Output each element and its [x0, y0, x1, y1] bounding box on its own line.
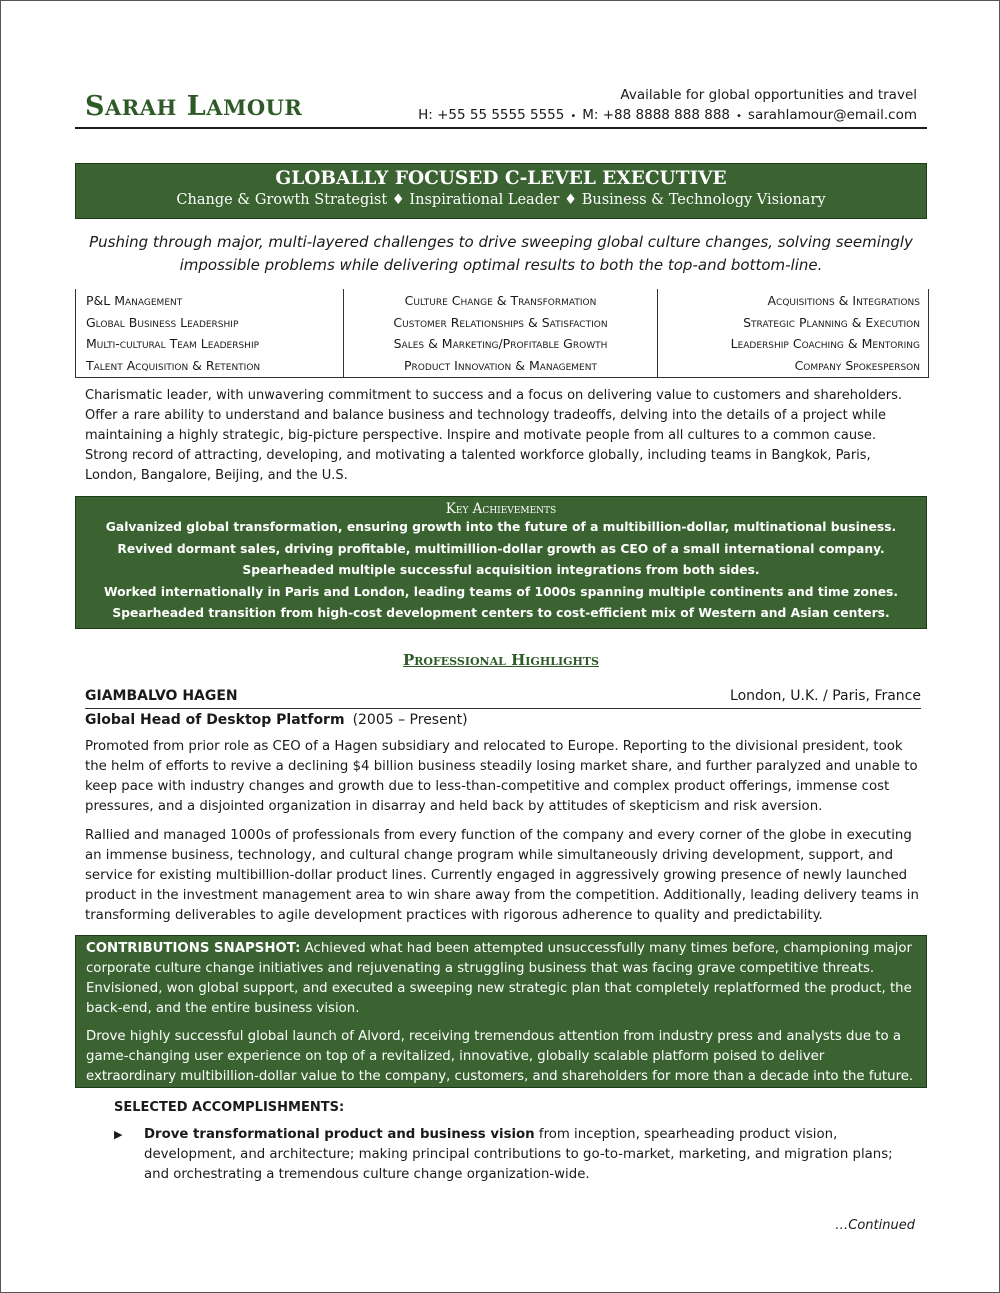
section-heading: Professional Highlights	[402, 651, 600, 669]
job-paragraph: Promoted from prior role as CEO of a Hagen subsidiary and relocated to Europe. Reporting to the divisional president, took the helm of efforts to revive a declining $4 billion business steadily losing market share, and further paralyzed and unable to keep pace with industry changes and growth due to less-than-competitive and complex product offerings, immense cost pressures, and a disjointed organization in disarray and held back by attitudes of skepticism and risk aversion.	[85, 739, 918, 814]
candidate-name	[85, 91, 302, 122]
name-part: S	[85, 91, 105, 122]
contact-block	[418, 85, 917, 127]
skills-column-2	[344, 289, 658, 377]
name-part: AMOUR	[206, 95, 303, 120]
contact-line	[418, 105, 917, 127]
skill-item: Leadership Coaching & Mentoring	[730, 336, 920, 351]
accomplishment-text	[144, 1125, 914, 1185]
company-line	[85, 688, 921, 709]
achievement-item: Worked internationally in Paris and London, leading teams of 1000s spanning multiple continents and time zones.	[103, 584, 899, 599]
achievement-item: Spearheaded transition from high-cost development centers to cost-efficient mix of Western and Asian centers.	[112, 606, 890, 620]
email-address: sarahlamour@email.com	[747, 107, 917, 123]
accomplishment-rest: from inception, spearheading product vision, development, and architecture; making principal contributions to go-to-market, marketing, and migration plans; and orchestrating a tremendous culture change organization-wide.	[144, 1127, 893, 1182]
bullet-separator: •	[570, 111, 577, 122]
achievements-heading: Key Achievements	[445, 501, 557, 517]
bullet-separator: •	[736, 111, 742, 122]
continued-note: …Continued	[835, 1218, 915, 1233]
selected-accomplishments-heading: SELECTED ACCOMPLISHMENTS:	[114, 1100, 345, 1115]
skill-item: P&L Management	[86, 293, 183, 308]
contributions-text: Achieved what had been attempted unsuccessfully many times before, championing major corporate culture change initiatives and rejuvenating a struggling business that was facing grave competitive threats. Envisioned, won global support, and executed a sweeping new strategic plan that completely replatformed the product, the back-end, and the entire business vision.	[86, 941, 912, 1016]
skills-column-1	[76, 289, 344, 377]
key-achievements-box	[75, 496, 927, 629]
company-name: GIAMBALVO HAGEN	[85, 688, 238, 704]
accomplishment-bold: Drove transformational product and business vision	[144, 1127, 535, 1142]
summary-paragraph: Charismatic leader, with unwavering commitment to success and a focus on delivering value to customers and shareholders. Offer a rare ability to understand and balance business and technology tradeoffs, delving into the details of a project while maintaining a highly strategic, big-picture perspective. Inspire and motivate people from all cultures to a common cause. Strong record of attracting, developing, and motivating a talented workforce globally, including teams in Bangkok, Paris, London, Bangalore, Beijing, and the U.S.	[85, 388, 903, 483]
accomplishment-item	[114, 1125, 914, 1185]
skill-item: Culture Change & Transformation	[404, 293, 597, 308]
skill-item: Acquisitions & Integrations	[767, 293, 920, 308]
home-phone: H: +55 55 5555 5555	[418, 107, 565, 123]
resume-header	[75, 85, 927, 129]
skill-item: Company Spokesperson	[794, 357, 920, 373]
skill-item: Global Business Leadership	[86, 314, 239, 330]
skill-item: Talent Acquisition & Retention	[86, 357, 261, 373]
name-part: ARAH	[105, 95, 177, 120]
availability-text: Available for global opportunities and travel	[620, 87, 917, 103]
skill-item: Product Innovation & Management	[404, 357, 597, 373]
skills-column-3	[658, 289, 928, 377]
job-paragraph: Rallied and managed 1000s of professionals from every function of the company and every corner of the globe in executing an immense business, technology, and cultural change program while simultaneously driving development, support, and service for existing multibillion-dollar product lines. Currently engaged in aggressively growing presence of newly launched product in the investment management area to win share away from the competition. Additionally, leading delivery teams in transforming deliverables to agile development practices with rigorous adherence to quality and predictability.	[85, 828, 919, 923]
skills-table	[75, 289, 929, 378]
company-location: London, U.K. / Paris, France	[730, 688, 921, 704]
achievement-item: Revived dormant sales, driving profitable, multimillion-dollar growth as CEO of a small international company.	[117, 541, 885, 556]
tagline: Pushing through major, multi-layered challenges to drive sweeping global culture changes, solving seemingly impossible problems while delivering optimal results to both the top-and bottom-line.	[89, 233, 913, 274]
name-part: L	[186, 91, 207, 122]
headline-subtitle: Change & Growth Strategist ♦ Inspirational Leader ♦ Business & Technology Visionary	[176, 192, 826, 208]
mobile-phone: M: +88 8888 888 888	[582, 107, 730, 123]
contributions-box	[75, 935, 927, 1088]
job-title-line	[85, 712, 468, 728]
skill-item: Sales & Marketing/Profitable Growth	[393, 336, 608, 351]
skill-item: Strategic Planning & Execution	[743, 314, 920, 330]
job-dates: (2005 – Present)	[352, 712, 468, 728]
headline-banner	[75, 163, 927, 219]
triangle-bullet-icon: ▶	[114, 1128, 123, 1141]
headline-title: GLOBALLY FOCUSED C-LEVEL EXECUTIVE	[275, 168, 727, 189]
contributions-label: CONTRIBUTIONS SNAPSHOT:	[86, 941, 301, 956]
skill-item: Customer Relationships & Satisfaction	[393, 314, 608, 330]
achievement-item: Spearheaded multiple successful acquisition integrations from both sides.	[242, 563, 760, 577]
achievement-item: Galvanized global transformation, ensuring growth into the future of a multibillion-dollar, multinational business.	[105, 520, 897, 534]
job-title: Global Head of Desktop Platform	[85, 712, 345, 728]
contributions-paragraph: Drove highly successful global launch of Alvord, receiving tremendous attention from industry press and analysts due to a game-changing user experience on top of a revitalized, innovative, globally scalable platform poised to deliver extraordinary multibillion-dollar value to the company, customers, and shareholders for more than a decade into the future.	[86, 1029, 914, 1084]
contributions-paragraph	[86, 939, 916, 1019]
skill-item: Multi-cultural Team Leadership	[86, 336, 260, 351]
